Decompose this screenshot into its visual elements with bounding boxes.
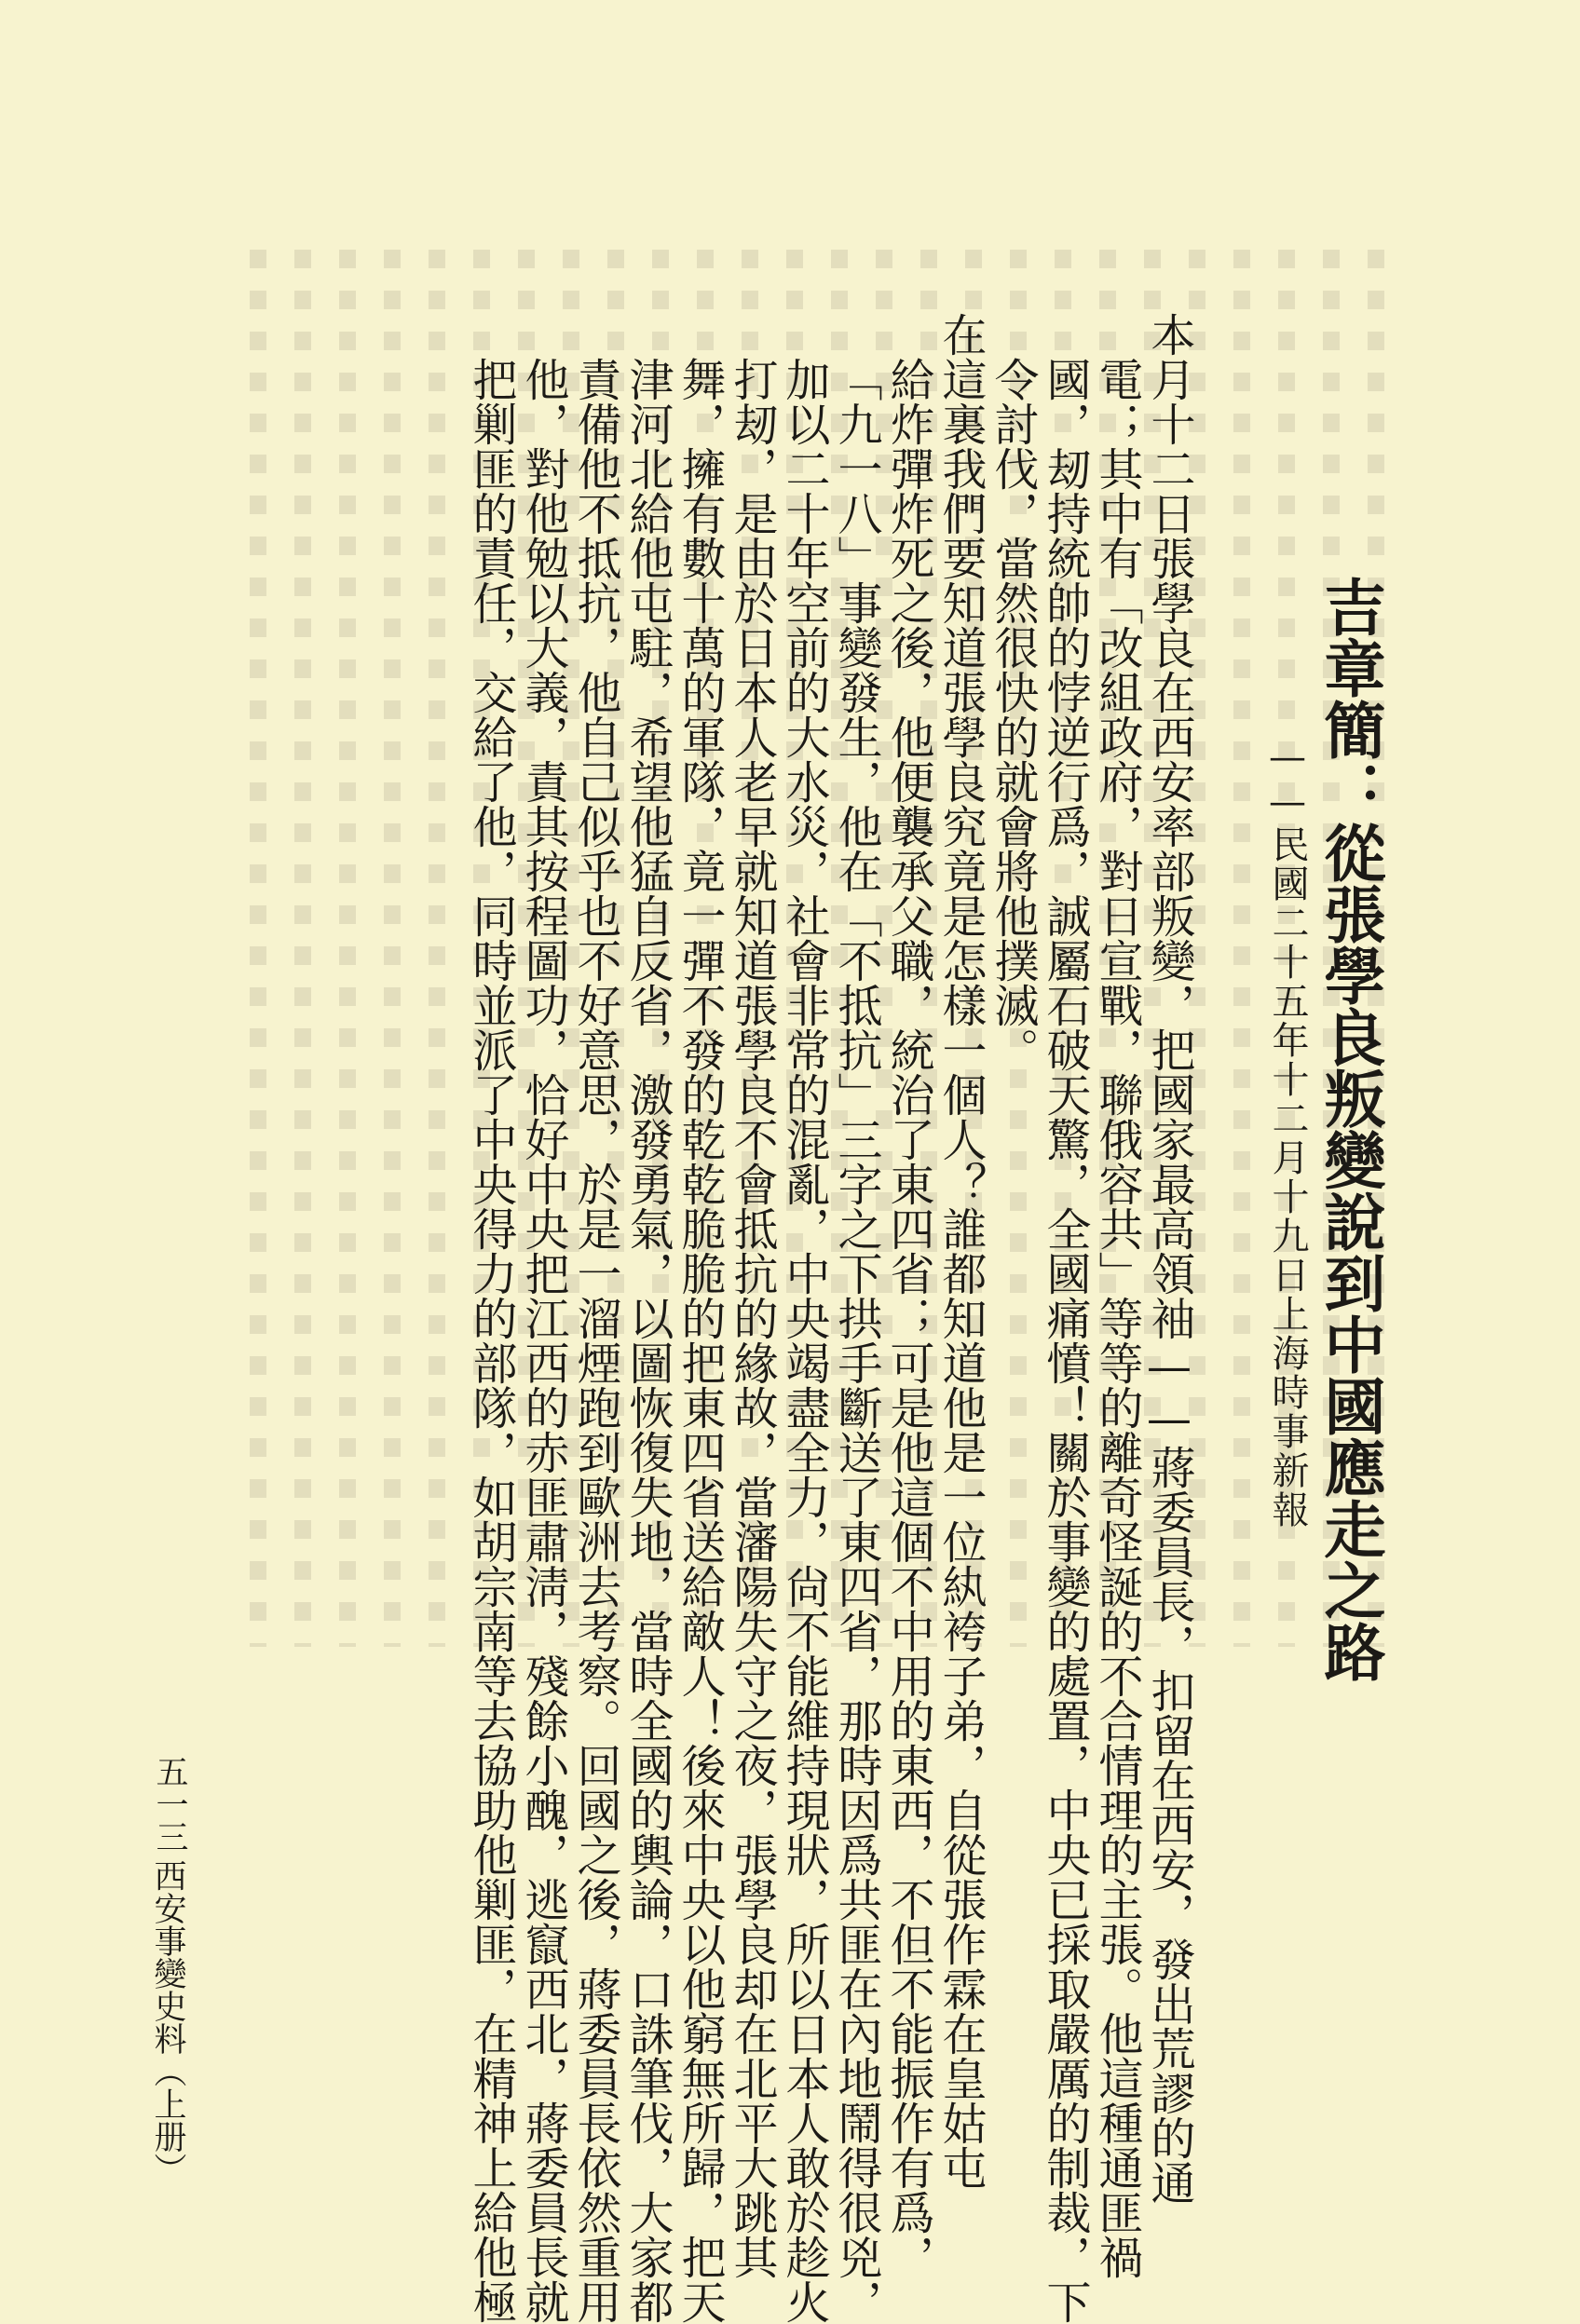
article-subtitle: ——民國二十五年十二月十九日上海時事新報 bbox=[1266, 736, 1309, 1529]
article-title: 吉章簡：從張學良叛變說到中國應走之路 bbox=[1314, 576, 1386, 1682]
body-column: 在這裏我們要知道張學良究竟是怎樣一個人？誰都知道他是一位紈袴子弟，自從張作霖在皇姑屯 bbox=[934, 312, 987, 2190]
body-column: 國，刼持統帥的悖逆行爲，誠屬石破天驚，全國痛憤！關於事變的處置，中央已採取嚴厲的制裁，下 bbox=[1039, 357, 1091, 2324]
body-column: 「九一八」事變發生，他在「不抵抗」三字之下拱手斷送了東四省，那時因爲共匪在內地鬧得很兇， bbox=[830, 357, 882, 2324]
body-column: 給炸彈炸死之後，他便襲承父職，統治了東四省；可是他這個不中用的東西，不但不能振作有爲， bbox=[882, 357, 934, 2279]
body-column: 打刼，是由於日本人老早就知道張學良不會抵抗的緣故，當瀋陽失守之夜，張學良却在北平大跳其 bbox=[726, 357, 778, 2279]
body-column: 舞，擁有數十萬的軍隊，竟一彈不發的乾乾脆脆的把東四省送給敵人！後來中央以他窮無所歸，把天 bbox=[674, 357, 726, 2324]
body-column: 令討伐，當然很快的就會將他撲滅。 bbox=[987, 357, 1039, 1072]
body-column: 他，對他勉以大義，責其按程圖功，恰好中央把江西的赤匪肅淸，殘餘小醜，逃竄西北，蔣委員長就 bbox=[517, 357, 569, 2324]
body-column: 責備他不抵抗，他自己似乎也不好意思，於是一溜煙跑到歐洲去考察。回國之後，蔣委員長依然重用 bbox=[569, 357, 621, 2324]
body-column: 加以二十年空前的大水災，社會非常的混亂，中央竭盡全力，尙不能維持現狀，所以日本人敢於趁火 bbox=[778, 357, 830, 2324]
body-column: 把剿匪的責任，交給了他，同時並派了中央得力的部隊，如胡宗南等去協助他剿匪，在精神上給他極 bbox=[465, 357, 517, 2324]
body-column: 本月十二日張學良在西安率部叛變，把國家最高領袖——蔣委員長，扣留在西安，發出荒謬的通 bbox=[1143, 312, 1195, 2205]
body-column: 電；其中有「改組政府，對日宣戰，聯俄容共」等等的離奇怪誕的不合情理的主張。他這種通匪禍 bbox=[1091, 357, 1143, 2279]
page-number: 五一三 bbox=[151, 1755, 188, 1853]
running-footer-book-title: 西安事變史料（上册） bbox=[149, 1859, 186, 2185]
body-column: 津河北給他屯駐，希望他猛自反省，激發勇氣，以圖恢復失地，當時全國的輿論，口誅筆伐，大家都 bbox=[621, 357, 674, 2324]
